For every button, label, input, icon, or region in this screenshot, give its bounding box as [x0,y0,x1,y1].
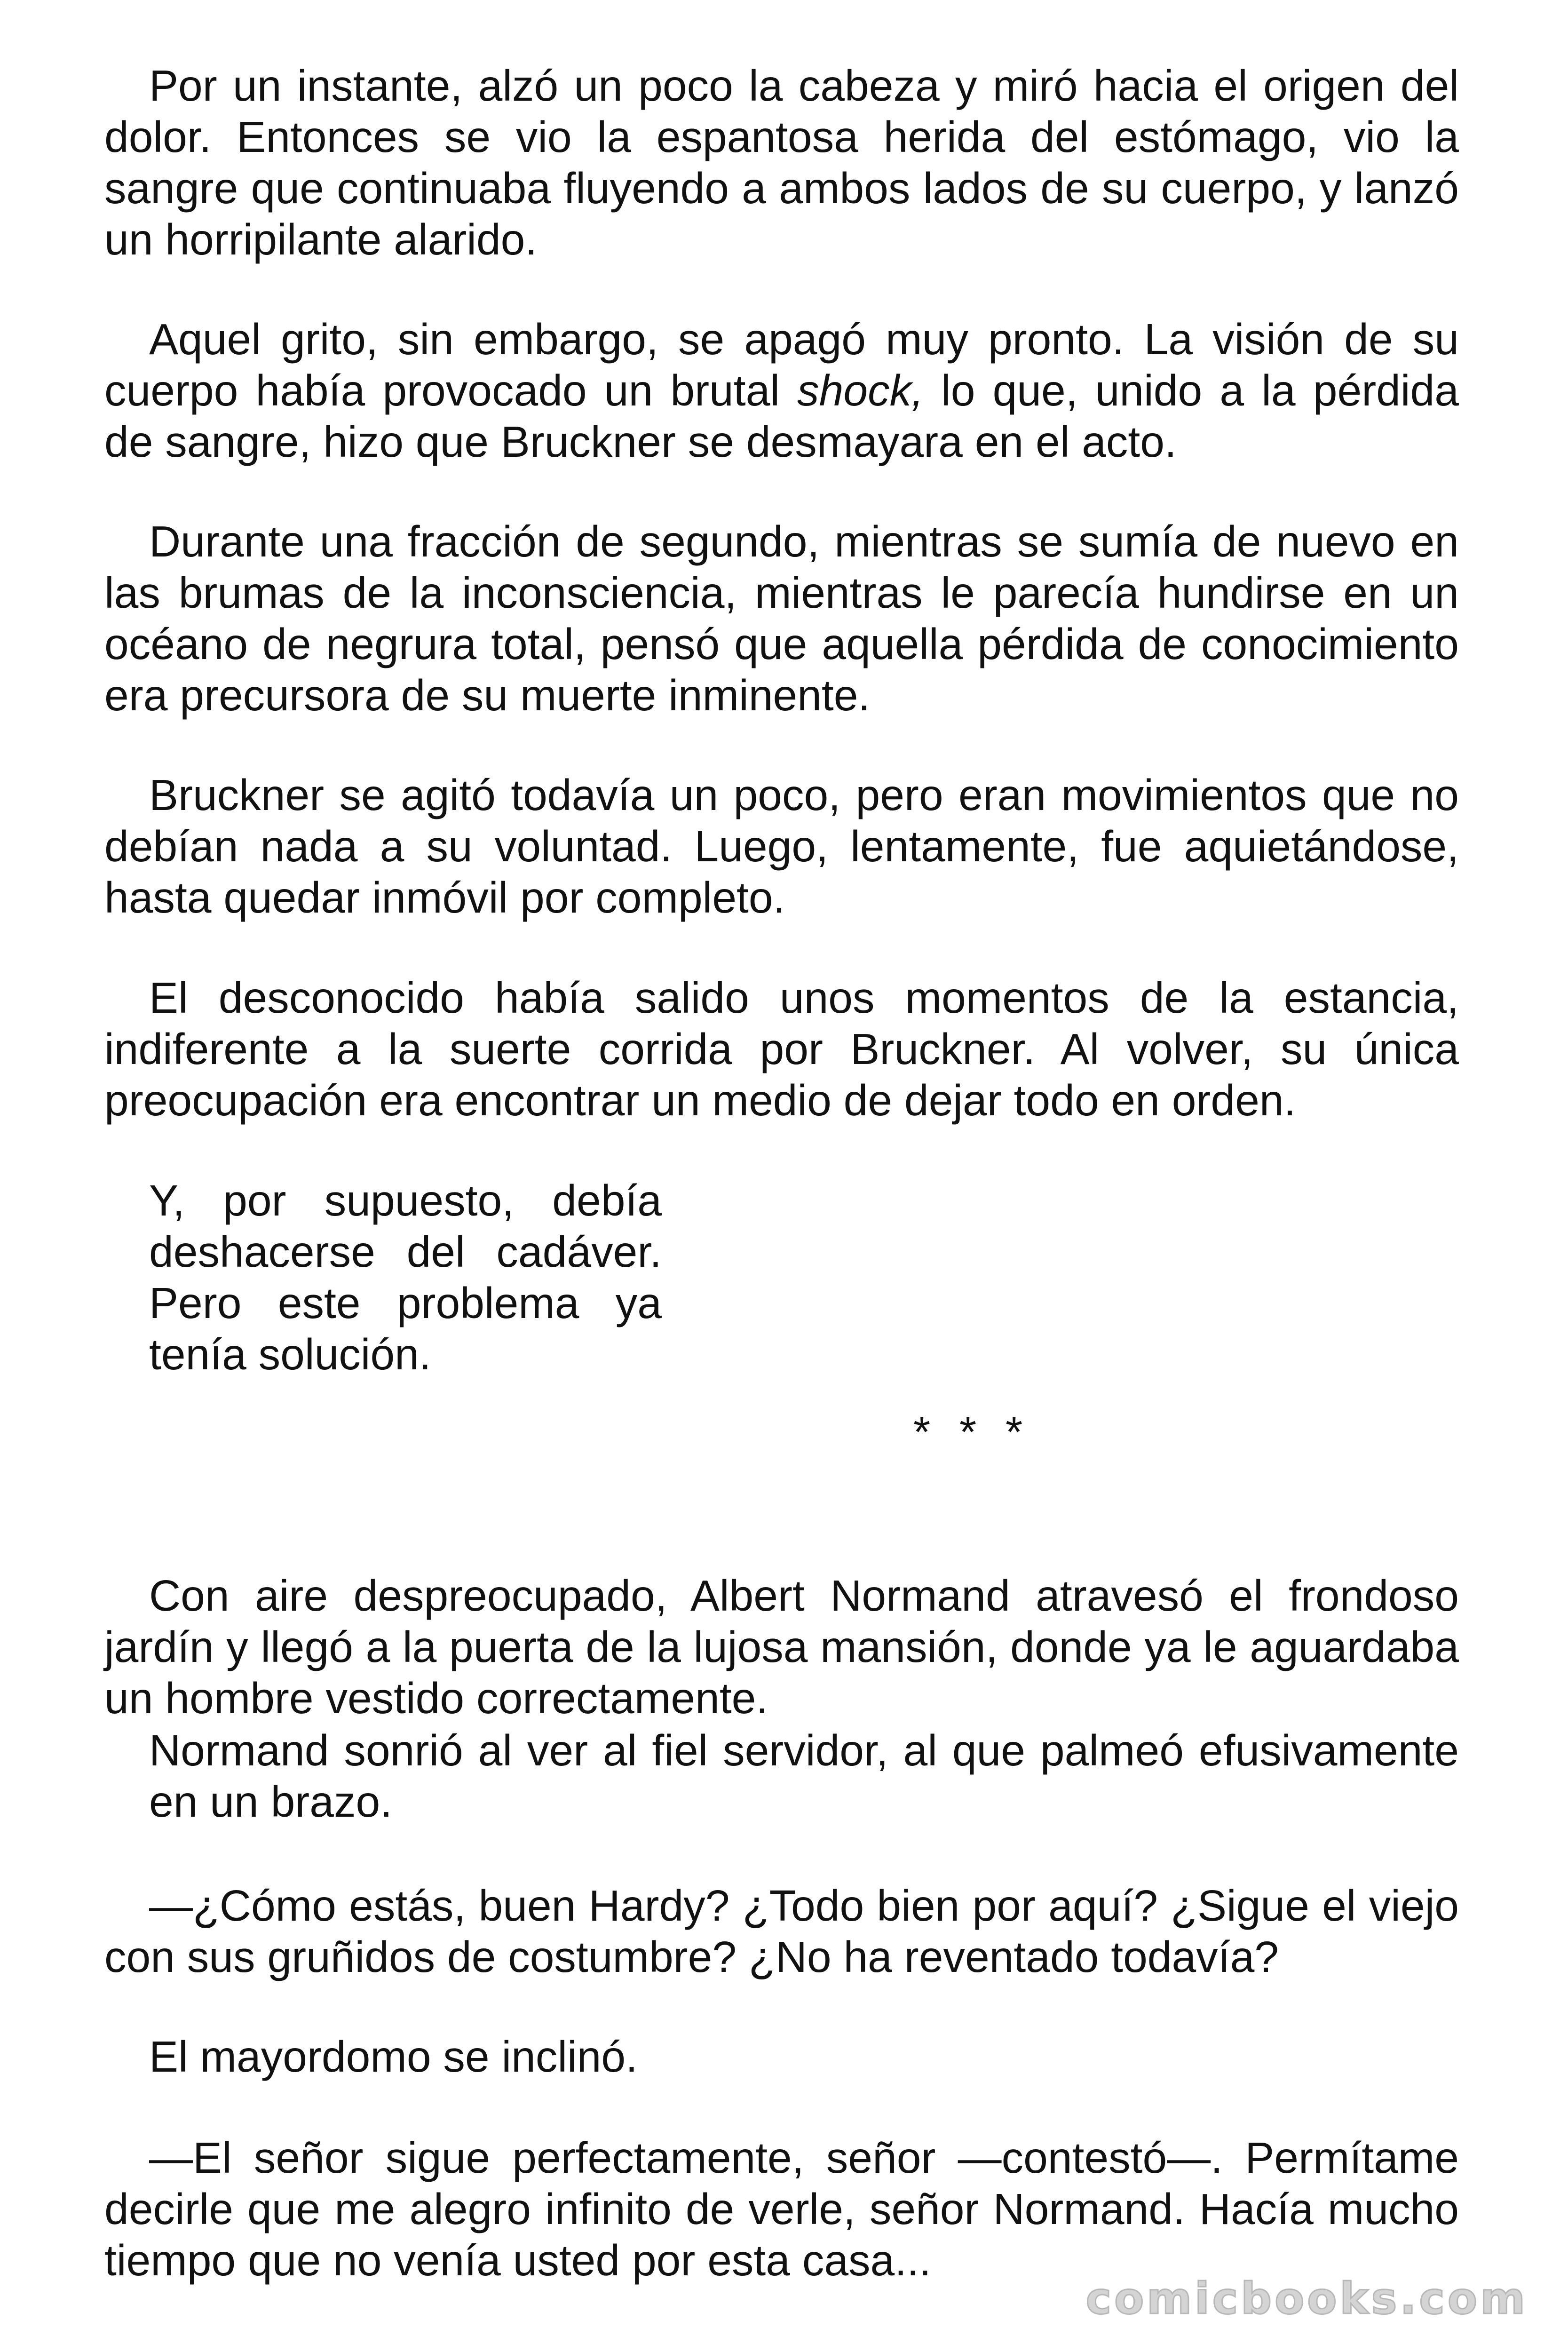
paragraph-4: Bruckner se agitó todavía un poco, pero eran movimientos que no debían nada a su voluntad. Luego, lentamente, fue aquietándose, hasta quedar inmóvil por completo. [104,771,1459,922]
paragraph-5: El desconocido había salido unos momentos de la estancia, indiferente a la suerte corrida por Bruckner. Al volver, su única preocupación era encontrar un medio de dejar todo en orden. [104,973,1459,1125]
paragraph-10: El mayordomo se inclinó. [149,2032,638,2081]
paragraph-2-text-b: lo que, unido a la pérdida de sangre, hizo que Bruckner se desmayara en el acto. [104,366,1459,466]
paragraph-6: Y, por supuesto, debía deshacerse del cadáver. Pero este problema ya tenía solución. [149,1176,662,1379]
paragraph-11: —El señor sigue perfectamente, señor —contestó—. Permítame decirle que me alegro infinito de verle, señor Normand. Hacía mucho tiempo que no venía usted por esta casa... [104,2133,1459,2285]
watermark-logo: comicbooks.com [1085,2273,1528,2324]
paragraph-3: Durante una fracción de segundo, mientras se sumía de nuevo en las brumas de la inconsciencia, mientras le parecía hundirse en un océano de negrura total, pensó que aquella pérdida de conocimiento era precursora de su muerte inminente. [104,517,1459,720]
paragraph-2-italic: shock, [797,366,924,415]
paragraph-2 [104,314,1459,468]
paragraph-9: —¿Cómo estás, buen Hardy? ¿Todo bien por aquí? ¿Sigue el viejo con sus gruñidos de costumbre? ¿No ha reventado todavía? [104,1881,1459,1981]
paragraph-7: Con aire despreocupado, Albert Normand atravesó el frondoso jardín y llegó a la puerta de la lujosa mansión, donde ya le aguardaba un hombre vestido correctamente. [104,1571,1459,1723]
book-page [104,0,1459,2352]
section-separator: * * * [913,1407,1031,1456]
paragraph-2-text-a: Aquel grito, sin embargo, se apagó muy pronto. La visión de su cuerpo había provocado un brutal [104,315,1459,415]
paragraph-1: Por un instante, alzó un poco la cabeza y miró hacia el origen del dolor. Entonces se vio la espantosa herida del estómago, vio la sangre que continuaba fluyendo a ambos lados de su cuerpo, y lanzó un horripilante alarido. [104,61,1459,264]
paragraph-8: Normand sonrió al ver al fiel servidor, al que palmeó efusivamente en un brazo. [149,1726,1459,1826]
